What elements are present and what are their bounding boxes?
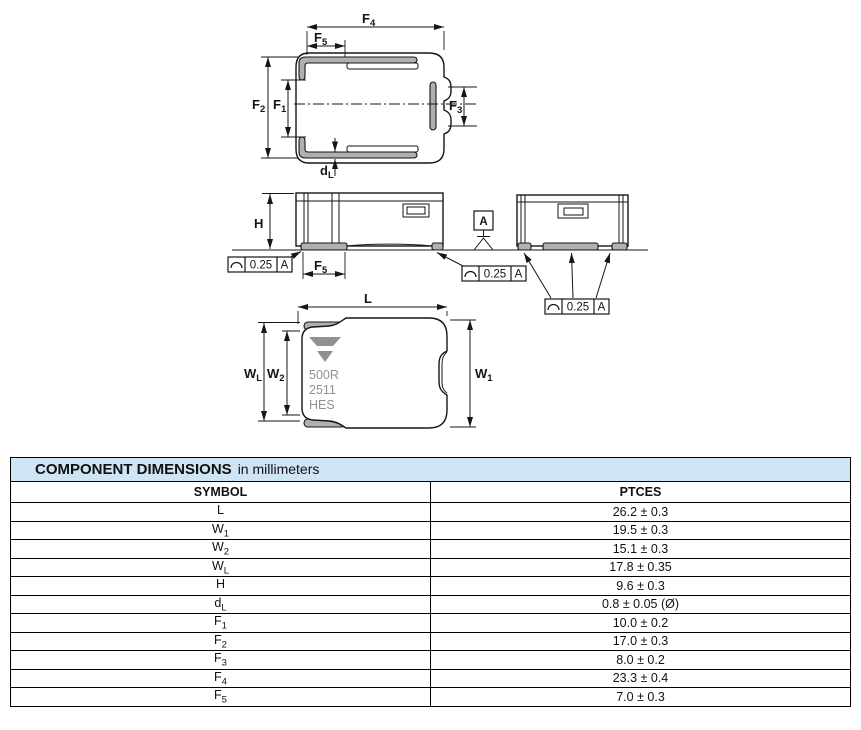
value-cell: 15.1 ± 0.3 [431,540,851,559]
wl-label: $W_L$ [244,366,263,384]
solder-foot [518,243,531,250]
f5-side-label: $F_5$ [314,258,328,276]
table-row [11,521,851,540]
bottom-slot [347,146,418,152]
side-view-right [517,195,628,250]
right-lead [430,82,436,130]
column-header-symbol: SYMBOL [11,482,431,503]
value-cell: 10.0 ± 0.2 [431,614,851,633]
table-row [11,595,851,614]
symbol-cell: $d_L$ [11,595,431,614]
marking-line: 2511 [309,383,336,397]
table-row [11,669,851,688]
marking-line: 500R [309,368,339,382]
symbol-cell: H [11,577,431,596]
symbol-cell: $W_2$ [11,540,431,559]
tolerance-value: 0.25 [566,301,590,314]
table-title-row [11,458,851,482]
table-row [11,558,851,577]
dl-label: $d_L$ [320,163,334,181]
table-row [11,688,851,707]
symbol-cell: $F_2$ [11,632,431,651]
column-header-ptces: PTCES [431,482,851,503]
solder-foot [301,243,347,250]
symbol-cell: $F_4$ [11,669,431,688]
symbol-cell: $W_1$ [11,521,431,540]
tolerance-datum: A [597,301,606,314]
value-cell: 8.0 ± 0.2 [431,651,851,670]
f2-label: $F_2$ [252,97,266,115]
f3-label: $F_3$ [449,98,463,116]
symbol-cell: $F_5$ [11,688,431,707]
symbol-cell: L [11,503,431,522]
h-label: H [254,216,264,231]
component-dimensions-table [10,457,851,707]
table-row [11,614,851,633]
l-label: L [364,291,372,306]
f1-label: $F_1$ [273,97,287,115]
top-view [258,307,476,428]
solder-foot [612,243,627,250]
table-row [11,632,851,651]
f4-label: $F_4$ [362,11,376,29]
symbol-cell: $F_3$ [11,651,431,670]
value-cell: 9.6 ± 0.3 [431,577,851,596]
value-cell: 26.2 ± 0.3 [431,503,851,522]
tolerance-value: 0.25 [483,268,507,281]
value-cell: 17.0 ± 0.3 [431,632,851,651]
tolerance-value: 0.25 [249,259,273,272]
table-title: COMPONENT DIMENSIONS in millimeters [11,458,851,482]
symbol-cell: $W_L$ [11,558,431,577]
table-row [11,651,851,670]
table-row [11,540,851,559]
tolerance-datum: A [514,268,523,281]
table-row [11,577,851,596]
solder-foot [432,243,443,250]
value-cell: 19.5 ± 0.3 [431,521,851,540]
value-cell: 7.0 ± 0.3 [431,688,851,707]
marking-line: HES [309,398,335,412]
value-cell: 0.8 ± 0.05 (Ø) [431,595,851,614]
w1-label: $W_1$ [475,366,493,384]
table-row [11,503,851,522]
f5-label: $F_5$ [314,30,328,48]
datum-a-letter: A [479,216,488,228]
solder-foot [543,243,598,250]
tolerance-frame-2 [437,253,526,282]
value-cell: 17.8 ± 0.35 [431,558,851,577]
symbol-cell: $F_1$ [11,614,431,633]
value-cell: 23.3 ± 0.4 [431,669,851,688]
tolerance-datum: A [280,259,289,272]
w2-label: $W_2$ [267,366,285,384]
side-right-body [517,195,628,246]
top-slot [347,63,418,69]
front-view [261,27,477,176]
table-header-row [11,482,851,503]
